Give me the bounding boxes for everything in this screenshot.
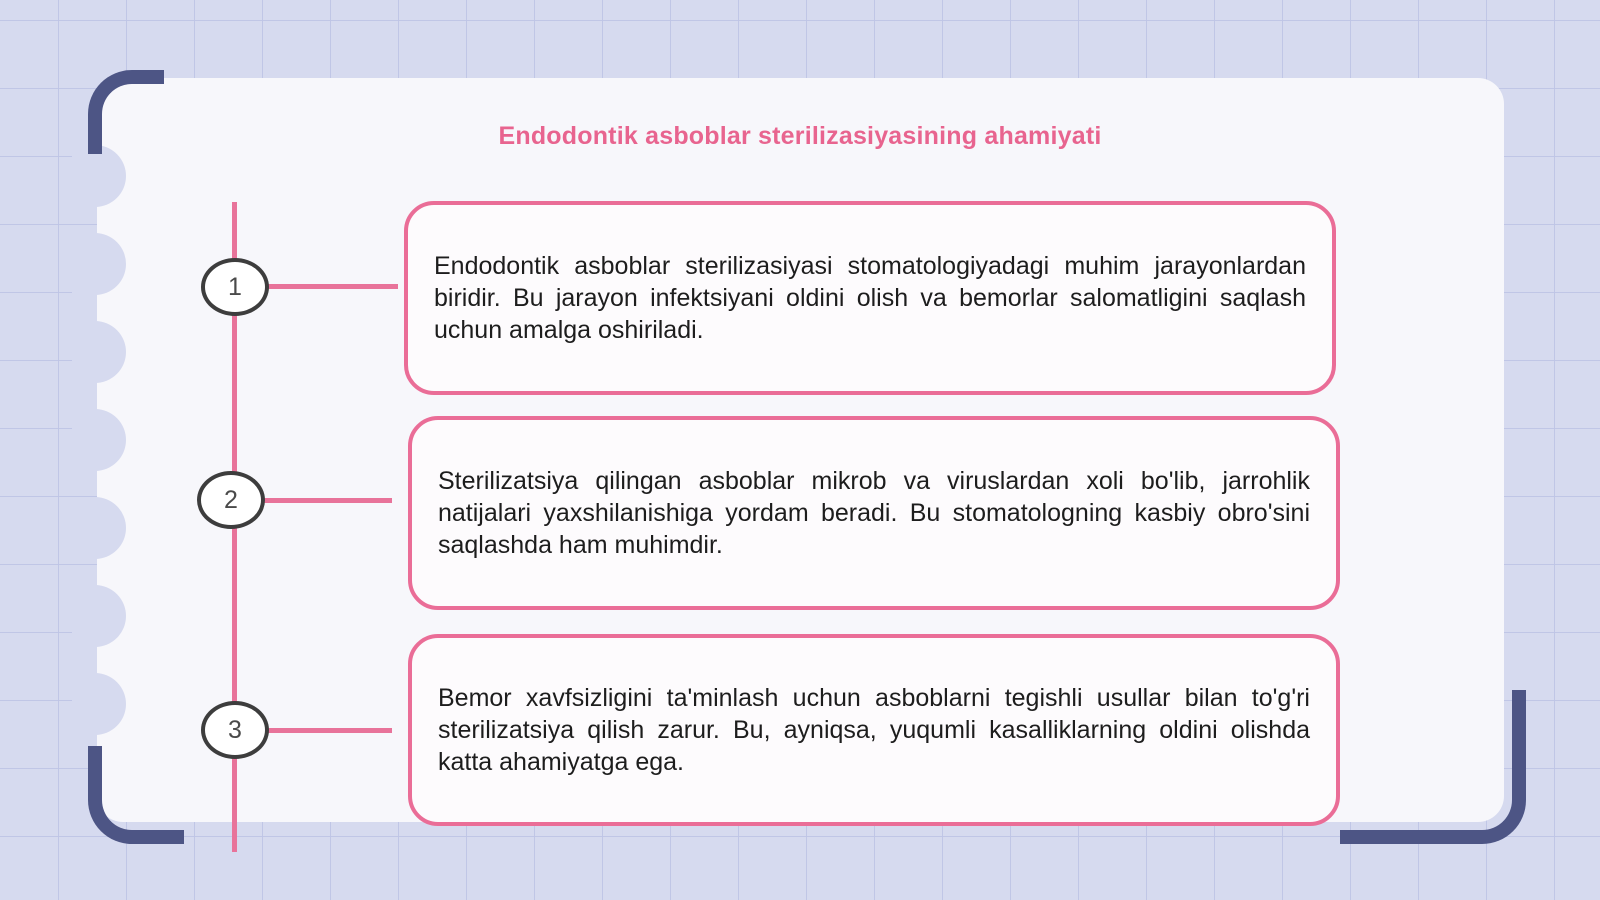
step-number-3 xyxy=(201,701,269,759)
timeline-connector xyxy=(266,728,392,733)
step-text: Sterilizatsiya qilingan asboblar mikrob va viruslardan xoli bo'lib, jarrohlik natijalari yaxshilanishiga yordam beradi. Bu stomatologning kasbiy obro'sini saqlashda ham muhimdir. xyxy=(438,467,1310,559)
step-card-3 xyxy=(408,634,1340,826)
step-number-1 xyxy=(201,258,269,316)
frame-corner-bottom-left xyxy=(88,746,184,844)
slide-title: Endodontik asboblar sterilizasiyasining ahamiyati xyxy=(498,122,1102,150)
step-number-label: 1 xyxy=(228,272,242,301)
step-number-2 xyxy=(197,471,265,529)
timeline-connector xyxy=(266,284,398,289)
step-number-label: 3 xyxy=(228,715,242,744)
step-card-2 xyxy=(408,416,1340,610)
step-card-1 xyxy=(404,201,1336,395)
step-number-label: 2 xyxy=(224,485,238,514)
step-text: Bemor xavfsizligini ta'minlash uchun asboblarni tegishli usullar bilan to'g'ri sterilizatsiya qilish zarur. Bu, ayniqsa, yuqumli kasalliklarning oldini olishda katta ahamiyatga ega. xyxy=(438,684,1310,776)
timeline-connector xyxy=(262,498,392,503)
frame-corner-bottom-right xyxy=(1340,690,1526,844)
step-text: Endodontik asboblar sterilizasiyasi stomatologiyadagi muhim jarayonlardan biridir. Bu jarayon infektsiyani oldini olish va bemorlar salomatligini saqlash uchun amalga oshiriladi. xyxy=(434,252,1306,344)
